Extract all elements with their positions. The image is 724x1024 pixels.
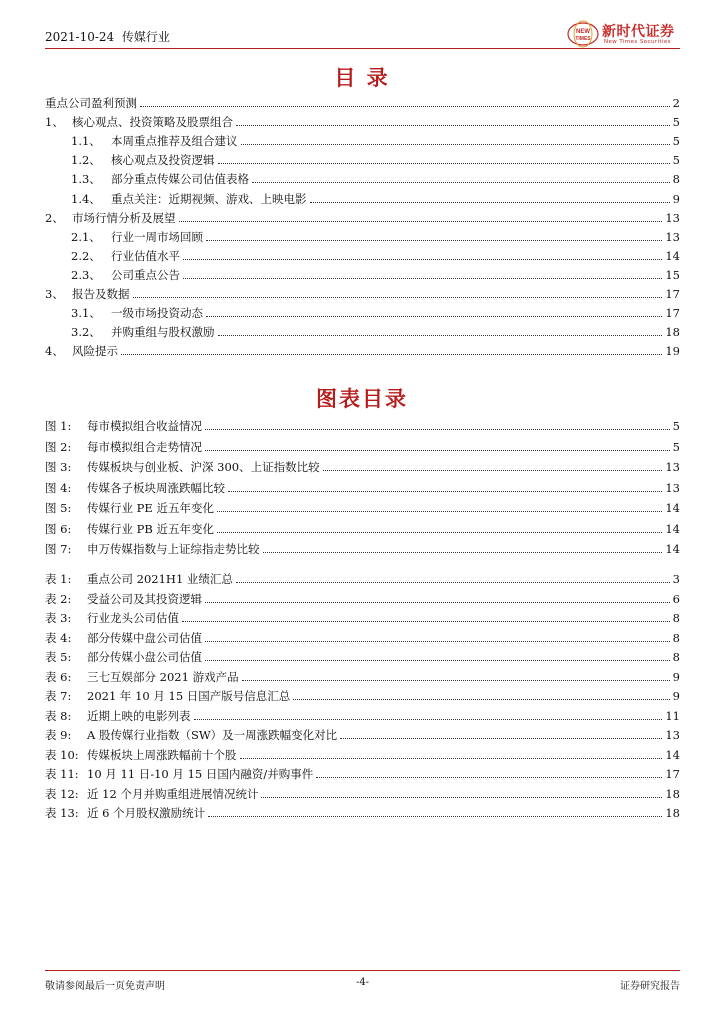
dot-leader	[228, 491, 662, 492]
table-label: 2021 年 10 月 15 日国产版号信息汇总	[87, 689, 291, 703]
figure-entry[interactable]	[45, 518, 680, 536]
table-label: 传媒板块上周涨跌幅前十个股	[87, 747, 237, 762]
dot-leader	[261, 797, 662, 798]
table-number: 表 10:	[45, 747, 79, 762]
figure-entry[interactable]	[45, 497, 680, 515]
table-page: 17	[665, 767, 680, 781]
footer-disclaimer: 敬请参阅最后一页免责声明	[45, 981, 165, 992]
table-number: 表 7:	[45, 689, 72, 703]
logo-emblem-times: TIMES	[575, 36, 591, 42]
table-label: 重点公司 2021H1 业绩汇总	[87, 572, 233, 586]
table-entry[interactable]	[45, 568, 680, 586]
toc-page: 9	[672, 191, 680, 206]
toc-entry[interactable]	[71, 321, 680, 339]
toc-number: 1.1、	[71, 134, 101, 149]
table-number: 表 6:	[45, 669, 72, 684]
page-header	[45, 22, 680, 49]
toc-page: 8	[672, 172, 680, 187]
toc-label: 部分重点传媒公司估值表格	[111, 172, 249, 187]
dot-leader	[206, 240, 662, 241]
logo-emblem-icon	[566, 20, 600, 48]
figure-label: 传媒各子板块周涨跌幅比较	[87, 480, 225, 495]
footer-report-type: 证券研究报告	[620, 981, 680, 992]
table-entry[interactable]	[45, 607, 680, 625]
figure-number: 图 4:	[45, 480, 72, 495]
toc-entry[interactable]	[71, 264, 680, 282]
table-number: 表 8:	[45, 708, 72, 723]
table-number: 表 5:	[45, 650, 72, 664]
figure-label: 传媒行业 PB 近五年变化	[87, 521, 214, 536]
dot-leader	[240, 758, 663, 759]
toc-number: 2.3、	[71, 267, 101, 282]
table-label: 三七互娱部分 2021 游戏产品	[87, 669, 239, 684]
table-label: 近 6 个月股权激励统计	[87, 806, 206, 820]
table-page: 9	[672, 689, 680, 703]
table-entry[interactable]	[45, 724, 680, 742]
toc-label: 报告及数据	[72, 287, 130, 301]
toc-entry[interactable]	[45, 283, 680, 301]
dot-leader	[205, 602, 670, 603]
figure-label: 传媒板块与创业板、沪深 300、上证指数比较	[87, 460, 320, 474]
dot-leader	[241, 144, 670, 145]
dot-leader	[242, 680, 670, 681]
toc-number: 3.2、	[71, 325, 101, 340]
dot-leader	[206, 316, 662, 317]
toc-label: 重点关注：近期视频、游戏、上映电影	[111, 191, 307, 206]
figure-page: 13	[665, 480, 680, 495]
table-entry[interactable]	[45, 627, 680, 645]
toc-entry[interactable]	[45, 207, 680, 225]
dot-leader	[205, 429, 670, 430]
toc-label: 一级市场投资动态	[111, 306, 203, 321]
figure-number: 图 7:	[45, 542, 72, 556]
dot-leader	[340, 738, 662, 739]
dot-leader	[252, 182, 670, 183]
footer-page-number: -4-	[355, 977, 370, 988]
table-number: 表 9:	[45, 728, 72, 742]
figure-page: 14	[665, 501, 680, 515]
figure-entry[interactable]	[45, 456, 680, 474]
toc-page: 14	[665, 248, 680, 263]
table-label: 受益公司及其投资逻辑	[87, 591, 202, 606]
figure-label: 申万传媒指数与上证综指走势比较	[87, 542, 260, 556]
figures-title: 图表目录	[316, 387, 408, 411]
table-page: 9	[672, 669, 680, 684]
dot-leader	[208, 816, 662, 817]
toc-label: 本周重点推荐及组合建议	[111, 134, 238, 149]
dot-leader	[121, 354, 662, 355]
table-entry[interactable]	[45, 646, 680, 664]
table-page: 13	[665, 728, 680, 742]
toc-number: 1、	[45, 115, 64, 130]
toc-label: 公司重点公告	[111, 267, 180, 282]
dot-leader	[182, 621, 670, 622]
dot-leader	[217, 532, 662, 533]
table-number: 表 13:	[45, 806, 79, 820]
table-number: 表 2:	[45, 591, 72, 606]
table-label: 行业龙头公司估值	[87, 611, 179, 625]
table-page: 18	[665, 806, 680, 820]
toc-title: 目 录	[334, 66, 390, 90]
dot-leader	[236, 582, 670, 583]
table-page: 6	[672, 591, 680, 606]
dot-leader	[217, 511, 662, 512]
dot-leader	[179, 221, 663, 222]
table-entry[interactable]	[45, 802, 680, 820]
dot-leader	[263, 552, 663, 553]
toc-page: 15	[665, 267, 680, 282]
table-entry[interactable]	[45, 705, 680, 723]
table-page: 8	[672, 650, 680, 664]
toc-page: 18	[665, 325, 680, 340]
table-page: 3	[672, 572, 680, 586]
figure-page: 14	[665, 521, 680, 536]
table-number: 表 12:	[45, 786, 79, 801]
toc-page: 17	[665, 306, 680, 321]
table-number: 表 3:	[45, 611, 72, 625]
table-label: 部分传媒中盘公司估值	[87, 630, 202, 645]
header-date-industry	[45, 28, 170, 45]
toc-entry[interactable]	[71, 245, 680, 263]
toc-number: 1.3、	[71, 172, 101, 187]
toc-entry[interactable]	[71, 302, 680, 320]
toc-label: 并购重组与股权激励	[111, 325, 215, 340]
toc-entry[interactable]	[71, 130, 680, 148]
toc-label: 行业估值水平	[111, 248, 180, 263]
dot-leader	[293, 699, 669, 700]
toc-label: 行业一周市场回顾	[111, 229, 203, 244]
figure-label: 每市模拟组合走势情况	[87, 439, 202, 454]
toc-number: 3.1、	[71, 306, 101, 321]
logo-text-cn: 新时代证券	[602, 24, 675, 40]
toc-page: 13	[665, 210, 680, 225]
dot-leader	[316, 777, 662, 778]
figure-number: 图 1:	[45, 419, 72, 433]
toc-label: 市场行情分析及展望	[72, 210, 176, 225]
dot-leader	[323, 470, 663, 471]
figure-number: 图 3:	[45, 460, 72, 474]
header-industry: 传媒行业	[121, 30, 170, 44]
toc-number: 2、	[45, 210, 64, 225]
table-label: 10 月 11 日-10 月 15 日国内融资/并购事件	[87, 767, 314, 781]
table-entry[interactable]	[45, 744, 680, 762]
figure-number: 图 5:	[45, 501, 72, 515]
figure-number: 图 6:	[45, 521, 72, 536]
toc-page: 5	[672, 115, 680, 130]
dot-leader	[183, 259, 662, 260]
figure-page: 13	[665, 460, 680, 474]
table-entry[interactable]	[45, 685, 680, 703]
dot-leader	[183, 278, 662, 279]
table-label: A 股传媒行业指数（SW）及一周涨跌幅变化对比	[87, 728, 338, 742]
header-date: 2021-10-24	[45, 30, 115, 44]
toc-number: 2.2、	[71, 248, 101, 263]
dot-leader	[133, 297, 663, 298]
table-label: 部分传媒小盘公司估值	[87, 650, 202, 664]
table-number: 表 1:	[45, 572, 72, 586]
toc-number: 1.4、	[71, 191, 101, 206]
figure-page: 5	[672, 439, 680, 454]
toc-page: 5	[672, 153, 680, 168]
dot-leader	[310, 202, 670, 203]
figure-page: 5	[672, 419, 680, 433]
table-page: 14	[665, 747, 680, 762]
table-page: 11	[665, 708, 680, 723]
toc-page: 19	[665, 344, 680, 359]
table-entry[interactable]	[45, 588, 680, 606]
dot-leader	[205, 641, 670, 642]
table-entry[interactable]	[45, 763, 680, 781]
toc-number: 1.2、	[71, 153, 101, 168]
dot-leader	[205, 660, 670, 661]
toc-entry[interactable]	[71, 149, 680, 167]
toc-entry[interactable]	[45, 92, 680, 110]
toc-label: 风险提示	[72, 344, 118, 359]
table-entry[interactable]	[45, 666, 680, 684]
toc-entry[interactable]	[71, 188, 680, 206]
toc-page: 5	[672, 134, 680, 149]
table-label: 近 12 个月并购重组进展情况统计	[87, 786, 259, 801]
figure-entry[interactable]	[45, 538, 680, 556]
logo-emblem-new: NEW	[576, 29, 590, 35]
figure-entry[interactable]	[45, 415, 680, 433]
table-entry[interactable]	[45, 783, 680, 801]
toc-number: 2.1、	[71, 229, 101, 244]
figure-page: 14	[665, 542, 680, 556]
logo-text-en: New Times Securities	[604, 39, 671, 45]
toc-entry[interactable]	[71, 168, 680, 186]
toc-number: 3、	[45, 287, 64, 301]
dot-leader	[205, 450, 670, 451]
page-footer	[45, 970, 680, 991]
table-page: 8	[672, 630, 680, 645]
company-logo	[560, 18, 680, 48]
toc-entry[interactable]	[71, 226, 680, 244]
table-label: 近期上映的电影列表	[87, 708, 191, 723]
figure-number: 图 2:	[45, 439, 72, 454]
dot-leader	[194, 719, 663, 720]
dot-leader	[218, 335, 663, 336]
toc-page: 2	[672, 96, 680, 110]
figure-label: 每市模拟组合收益情况	[87, 419, 202, 433]
table-number: 表 4:	[45, 630, 72, 645]
table-page: 18	[665, 786, 680, 801]
toc-page: 13	[665, 229, 680, 244]
table-page: 8	[672, 611, 680, 625]
dot-leader	[236, 125, 670, 126]
toc-label: 重点公司盈利预测	[45, 96, 137, 110]
toc-label: 核心观点及投资逻辑	[111, 153, 215, 168]
toc-page: 17	[665, 287, 680, 301]
dot-leader	[140, 106, 670, 107]
figure-entry[interactable]	[45, 436, 680, 454]
toc-label: 核心观点、投资策略及股票组合	[72, 115, 233, 130]
toc-entry[interactable]	[45, 111, 680, 129]
figure-label: 传媒行业 PE 近五年变化	[87, 501, 214, 515]
figure-entry[interactable]	[45, 477, 680, 495]
table-number: 表 11:	[45, 767, 79, 781]
toc-number: 4、	[45, 344, 64, 359]
toc-entry[interactable]	[45, 340, 680, 358]
dot-leader	[218, 163, 670, 164]
